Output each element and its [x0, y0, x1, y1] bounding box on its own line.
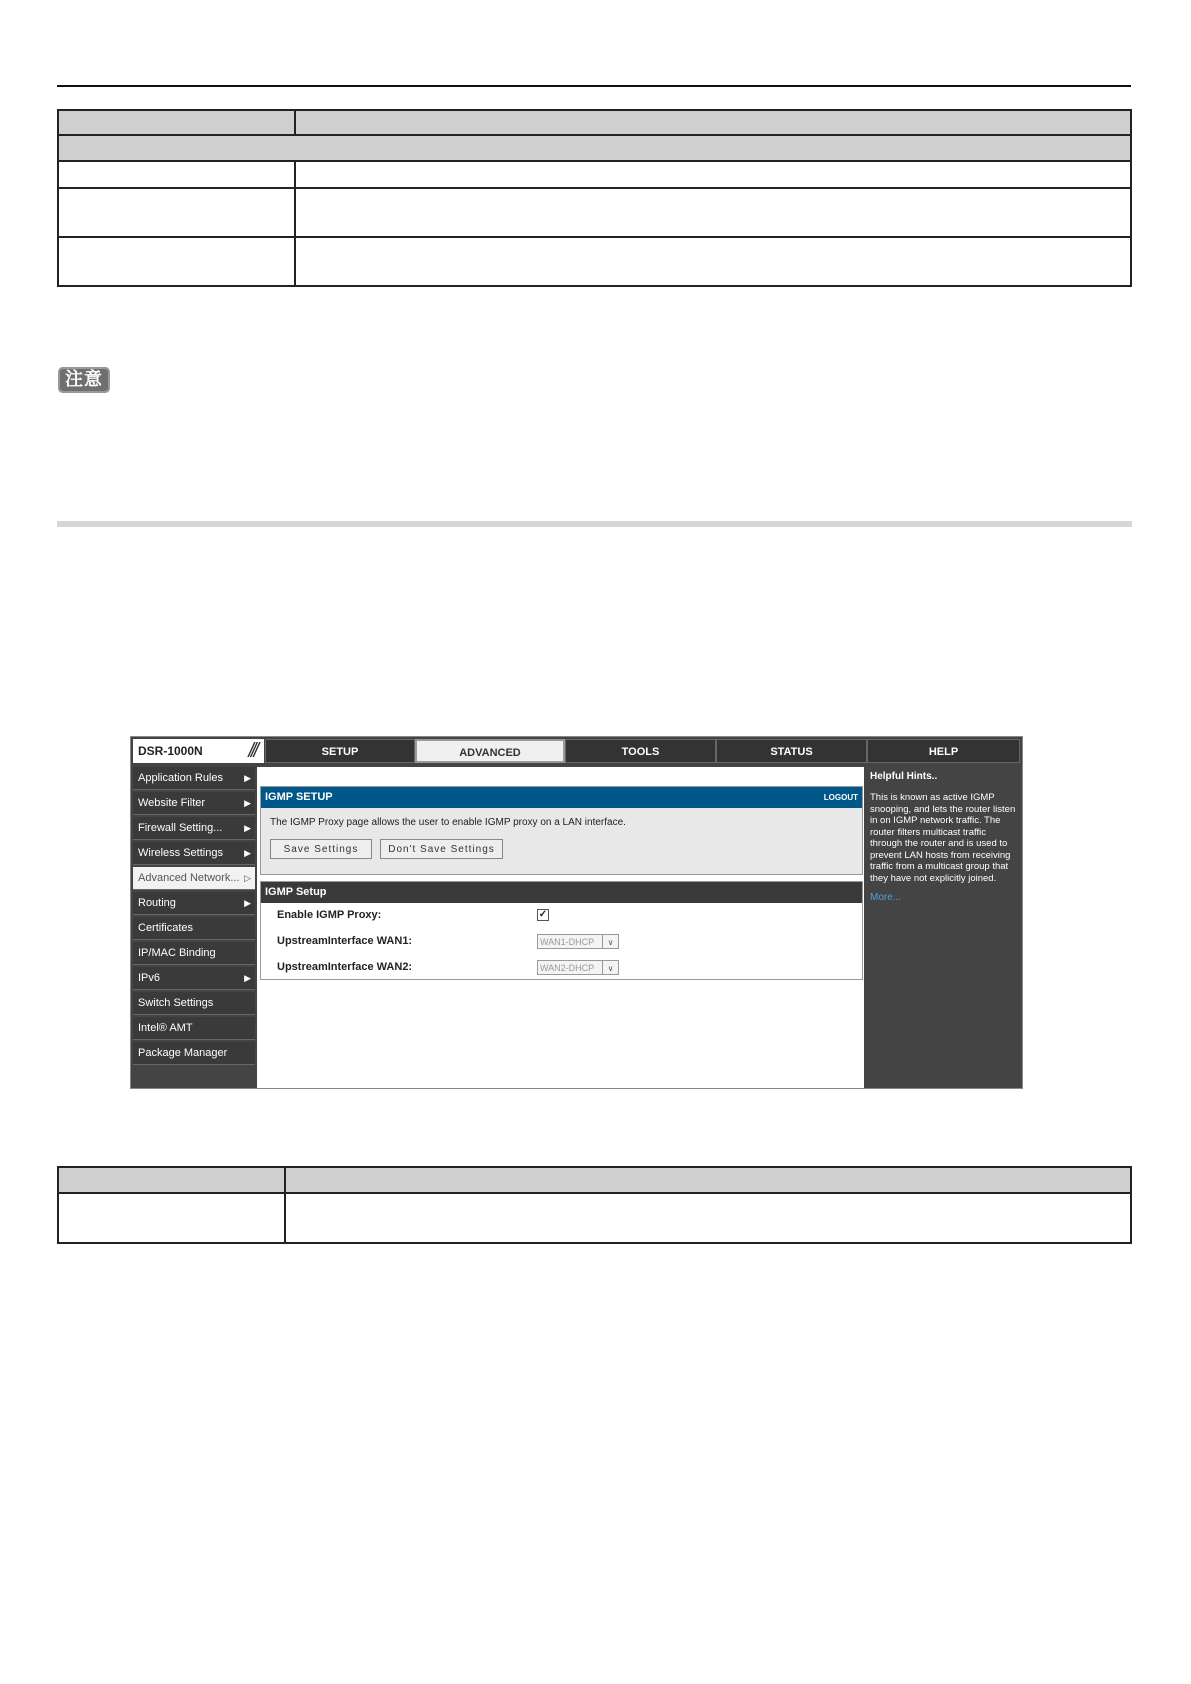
sidebar-item-label: Website Filter — [138, 797, 206, 809]
help-more-link[interactable]: More... — [870, 892, 902, 903]
dont-save-settings-button[interactable]: Don't Save Settings — [380, 839, 503, 859]
sidebar-item-ipv6[interactable] — [133, 967, 255, 990]
upstream-wan1-select[interactable] — [537, 934, 619, 949]
chevron-right-icon: ▶ — [244, 773, 251, 783]
help-panel — [866, 767, 1020, 1088]
igmp-setup-form-panel — [260, 881, 863, 980]
chevron-right-icon: ▶ — [244, 973, 251, 983]
enable-igmp-proxy-label: Enable IGMP Proxy: — [277, 909, 382, 921]
panel-header: IGMP Setup — [261, 882, 862, 903]
parameter-table-1 — [57, 109, 1132, 287]
table-cell — [58, 161, 295, 188]
upstream-wan1-row — [261, 929, 862, 955]
chevron-right-icon: ▶ — [244, 848, 251, 858]
sidebar-item-label: Intel® AMT — [138, 1022, 193, 1034]
tab-help[interactable]: HELP — [867, 739, 1020, 763]
chevron-right-icon: ▷ — [244, 873, 251, 883]
select-value: WAN1-DHCP — [540, 937, 595, 947]
sidebar-item-label: Advanced Network... — [138, 872, 240, 884]
sidebar — [133, 767, 255, 1067]
panel-header — [261, 787, 862, 808]
sidebar-item-label: Firewall Setting... — [138, 822, 223, 834]
igmp-setup-intro-panel — [260, 786, 863, 875]
panel-description: The IGMP Proxy page allows the user to enable IGMP proxy on a LAN interface. — [270, 817, 626, 828]
section-divider — [57, 521, 1132, 527]
table-cell — [295, 237, 1131, 286]
table-header-cell — [285, 1167, 1131, 1193]
sidebar-item-label: Application Rules — [138, 772, 223, 784]
upstream-wan1-label: UpstreamInterface WAN1: — [277, 935, 413, 947]
brand-name: DSR-1000N — [138, 744, 203, 758]
panel-title: IGMP SETUP — [265, 791, 333, 803]
upstream-wan2-select[interactable] — [537, 960, 619, 975]
enable-igmp-proxy-checkbox[interactable]: ✓ — [538, 909, 548, 920]
save-settings-button[interactable]: Save Settings — [270, 839, 372, 859]
sidebar-item-website-filter[interactable] — [133, 792, 255, 815]
tab-tools[interactable]: TOOLS — [565, 739, 716, 763]
upstream-wan2-label: UpstreamInterface WAN2: — [277, 961, 413, 973]
top-nav — [131, 737, 1022, 765]
tab-status[interactable]: STATUS — [716, 739, 867, 763]
table-cell — [285, 1193, 1131, 1243]
tab-setup[interactable]: SETUP — [265, 739, 415, 763]
note-badge: 注意 — [58, 367, 110, 393]
table-cell — [58, 1193, 285, 1243]
chevron-right-icon: ▶ — [244, 898, 251, 908]
sidebar-item-application-rules[interactable] — [133, 767, 255, 790]
sidebar-item-advanced-network[interactable] — [133, 867, 255, 890]
table-cell — [295, 188, 1131, 237]
header-rule — [57, 85, 1131, 87]
chevron-down-icon: ∨ — [602, 935, 618, 948]
router-ui-screenshot — [130, 736, 1023, 1089]
select-value: WAN2-DHCP — [540, 963, 595, 973]
table-header-cell — [58, 1167, 285, 1193]
sidebar-item-label: IPv6 — [138, 972, 161, 984]
sidebar-item-label: IP/MAC Binding — [138, 947, 216, 959]
sidebar-item-ip-mac-binding[interactable] — [133, 942, 255, 965]
enable-igmp-proxy-row — [261, 903, 862, 929]
upstream-wan2-row — [261, 955, 862, 981]
sidebar-item-wireless-settings[interactable] — [133, 842, 255, 865]
sidebar-item-label: Certificates — [138, 922, 194, 934]
table-cell — [295, 161, 1131, 188]
chevron-right-icon: ▶ — [244, 823, 251, 833]
tab-advanced[interactable]: ADVANCED — [415, 739, 565, 763]
help-text: This is known as active IGMP snooping, and lets the router listen in on IGMP network traffic. The router filters multicast traffic through the router and is used to prevent LAN hosts from receiving traffic from a multicast group that they have not explicitly joined. — [870, 792, 1016, 884]
chevron-right-icon: ▶ — [244, 798, 251, 808]
sidebar-item-certificates[interactable] — [133, 917, 255, 940]
main-content — [257, 767, 864, 1088]
sidebar-item-package-manager[interactable] — [133, 1042, 255, 1065]
parameter-table-2 — [57, 1166, 1132, 1244]
sidebar-item-firewall-setting[interactable] — [133, 817, 255, 840]
brand-logo — [133, 739, 264, 763]
sidebar-item-label: Routing — [138, 897, 176, 909]
logout-link[interactable]: LOGOUT — [823, 793, 858, 802]
table-header-cell — [295, 110, 1131, 135]
help-title: Helpful Hints.. — [870, 771, 938, 782]
table-section-row — [58, 135, 1131, 161]
table-header-cell — [58, 110, 295, 135]
sidebar-item-label: Wireless Settings — [138, 847, 223, 859]
table-cell — [58, 237, 295, 286]
table-cell — [58, 188, 295, 237]
sidebar-item-switch-settings[interactable] — [133, 992, 255, 1015]
sidebar-item-intel-amt[interactable] — [133, 1017, 255, 1040]
brand-slash-icon: /// — [248, 740, 256, 762]
sidebar-item-label: Switch Settings — [138, 997, 214, 1009]
sidebar-item-routing[interactable] — [133, 892, 255, 915]
chevron-down-icon: ∨ — [602, 961, 618, 974]
sidebar-item-label: Package Manager — [138, 1047, 228, 1059]
